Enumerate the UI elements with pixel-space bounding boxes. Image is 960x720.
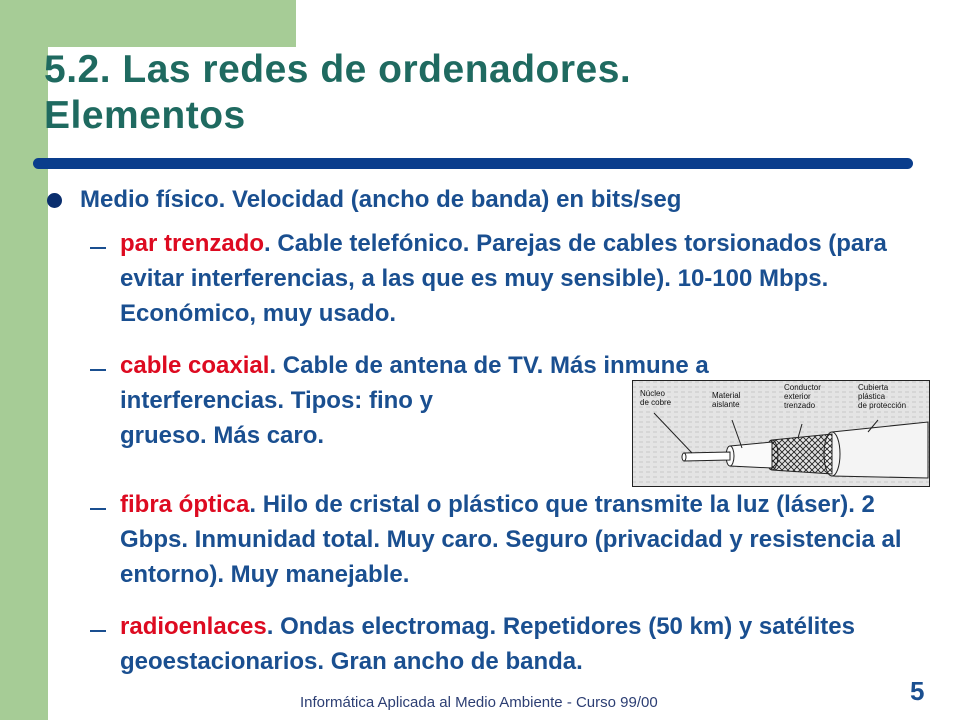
dash-icon [90,630,106,632]
list-item-fibra-optica [120,487,945,592]
term-label: cable coaxial [120,352,270,379]
coaxial-cable-figure [632,380,930,487]
term-label: par trenzado [120,230,265,257]
figure-label: Núcleo [640,389,665,398]
title-divider [33,158,913,169]
slide-title [44,47,924,139]
term-label: radioenlaces [120,613,267,640]
top-decor-bar [0,0,296,47]
figure-label: trenzado [784,401,816,410]
figure-label: Conductor [784,383,821,392]
figure-label: Material [712,391,741,400]
figure-label: de protección [858,401,907,410]
item-text: . Hilo de cristal o plástico que transmite la luz (láser). 2 Gbps. Inmunidad total. Muy caro. Seguro (privacidad y resistencia al entorno). Muy manejable. [120,491,902,588]
left-decor-bar [0,0,48,720]
title-line-1: 5.2. Las redes de ordenadores. [44,48,632,91]
list-item-par-trenzado [120,226,935,331]
list-item-radioenlaces [120,609,945,679]
item-text: . Ondas electromag. Repetidores (50 km) y satélites geoestacionarios. Gran ancho de banda. [120,613,855,675]
figure-label: plástica [858,392,886,401]
slide-footer: Informática Aplicada al Medio Ambiente - Curso 99/00 [300,694,658,711]
coax-line-2: interferencias. Tipos: fino y [120,387,433,414]
item-text: . Cable de antena de TV. Más inmune a [269,352,709,379]
term-label: fibra óptica [120,491,250,518]
figure-label: Cubierta [858,383,889,392]
figure-label: de cobre [640,398,672,407]
dash-icon [90,369,106,371]
bullet-dot-icon [47,193,62,208]
figure-label: aislante [712,400,740,409]
coax-line-3: grueso. Más caro. [120,422,325,449]
figure-label: exterior [784,392,811,401]
dash-icon [90,247,106,249]
title-line-2: Elementos [44,94,246,137]
page-number: 5 [910,676,925,706]
item-text: . Cable telefónico. Parejas de cables torsionados (para evitar interferencias, a las que es muy sensible). 10-100 Mbps. Económico, muy usado. [120,230,887,327]
dash-icon [90,508,106,510]
list-item-cable-coaxial [120,348,940,383]
main-bullet-text: Medio físico. Velocidad (ancho de banda) en bits/seg [80,186,682,213]
